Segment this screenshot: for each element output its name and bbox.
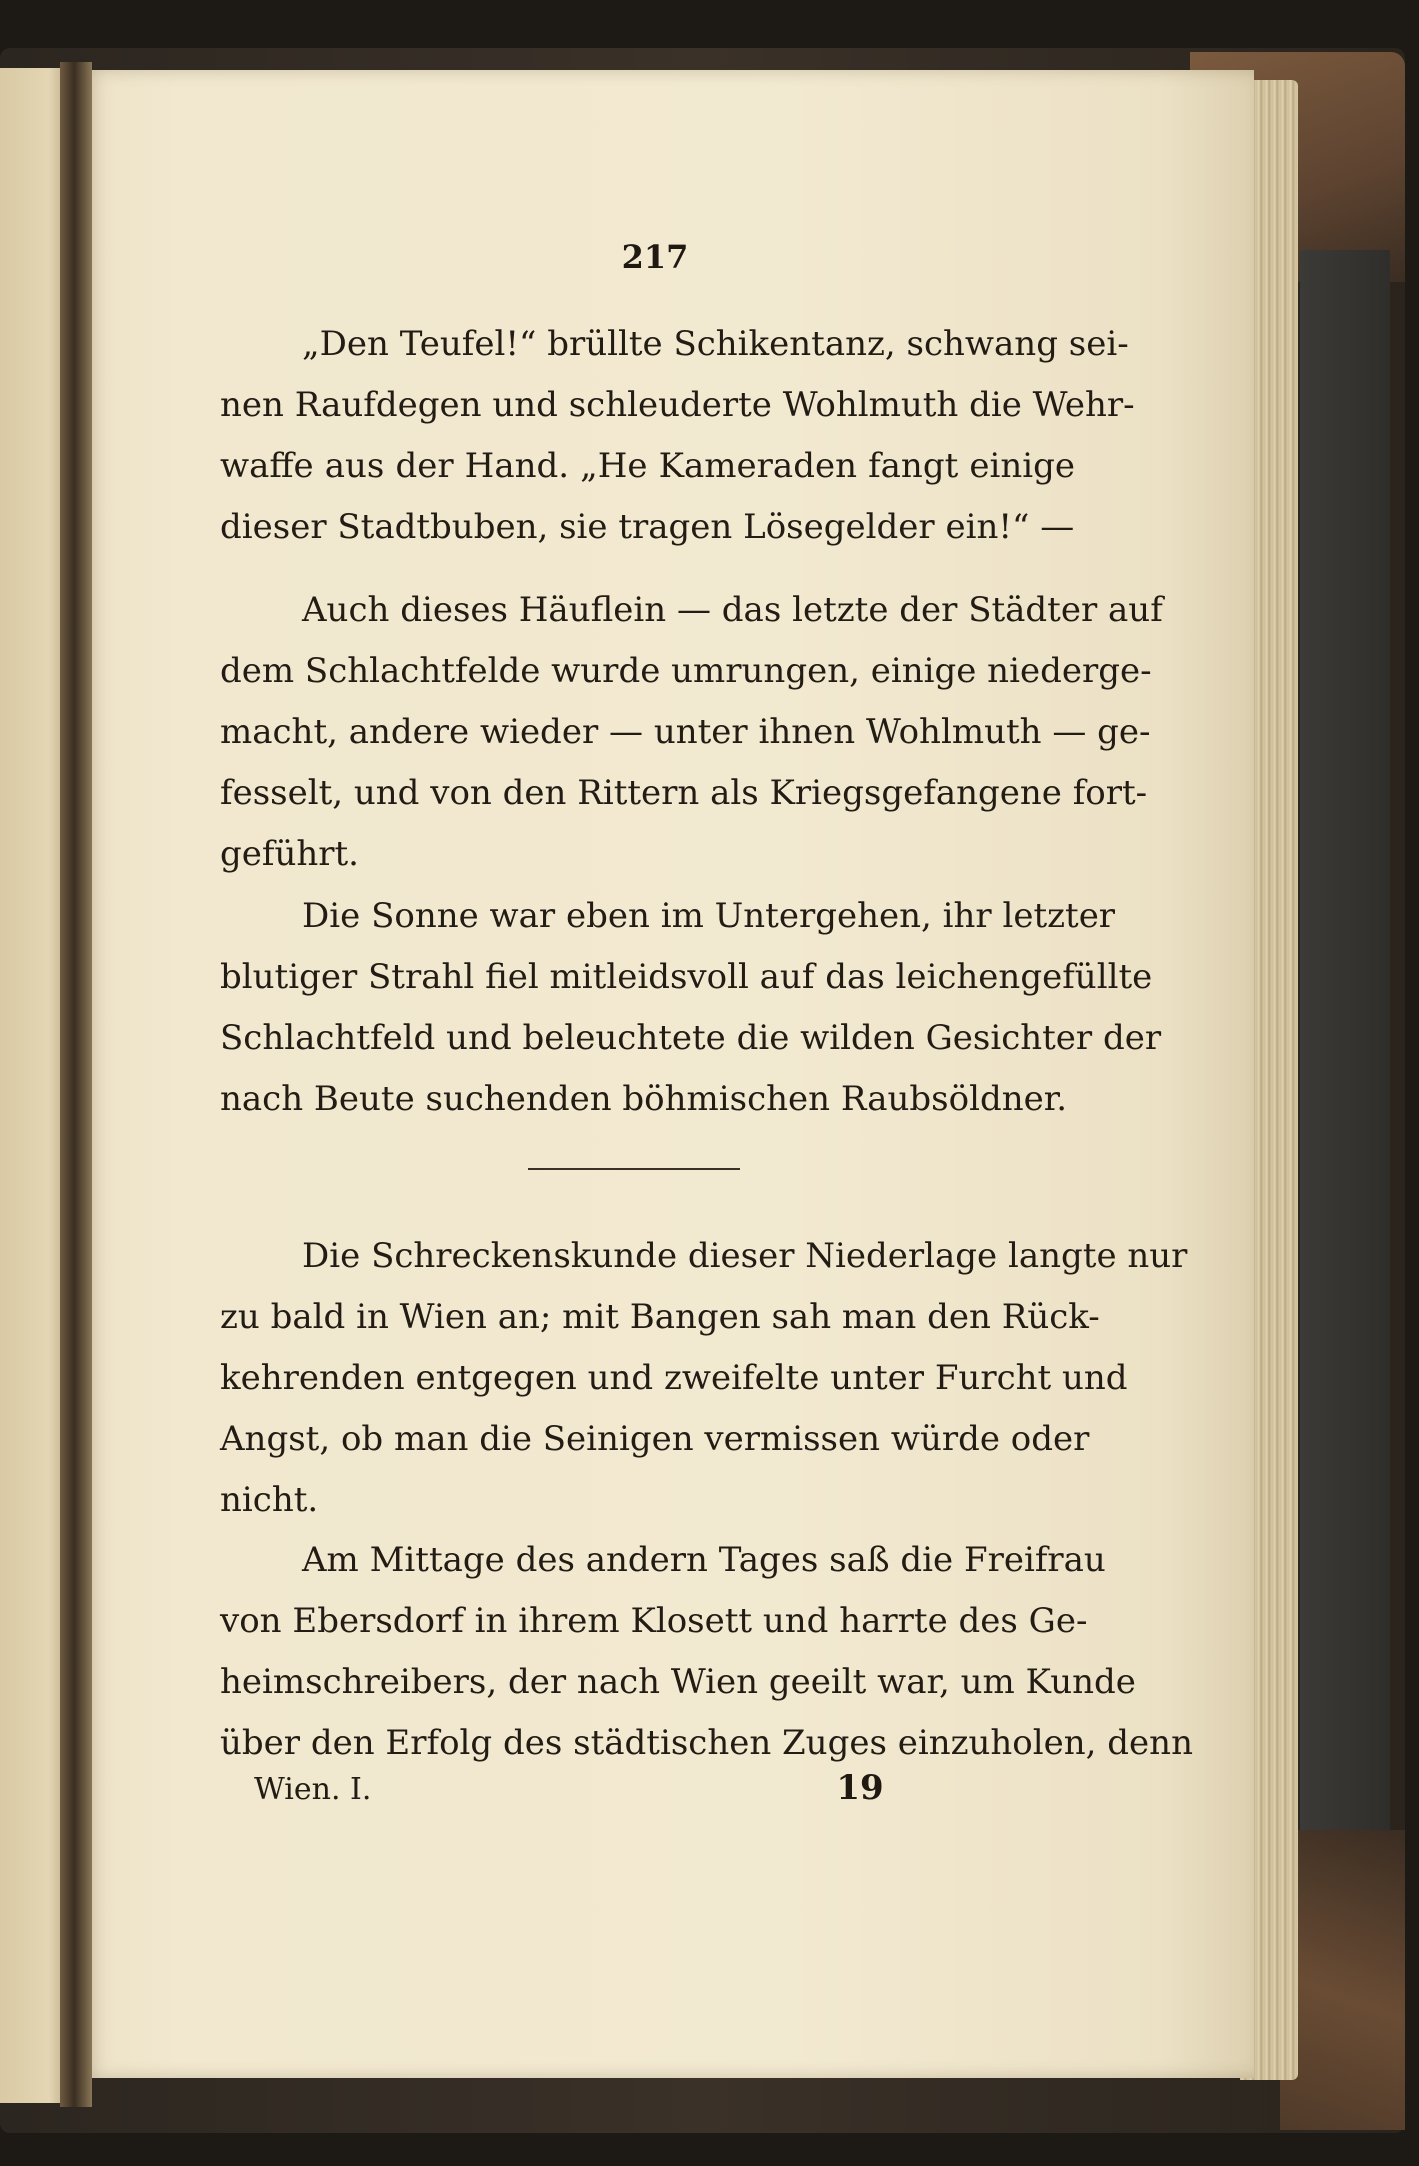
text-line: geführt.: [220, 834, 359, 874]
text-line: heimschreibers, der nach Wien geeilt war, um Kunde: [220, 1662, 1136, 1702]
paragraph-5: [220, 1530, 1193, 1774]
text-line: Die Sonne war eben im Untergehen, ihr letzter: [302, 896, 1116, 936]
signature-mark: Wien. I.: [254, 1772, 372, 1807]
page-number: 217: [621, 238, 689, 276]
text-line: über den Erfolg des städtischen Zuges einzuholen, denn: [220, 1723, 1193, 1763]
text-line: zu bald in Wien an; mit Bangen sah man den Rück-: [220, 1297, 1100, 1337]
paragraph-2: [220, 580, 1163, 885]
text-line: macht, andere wieder — unter ihnen Wohlmuth — ge-: [220, 712, 1151, 752]
text-line: nach Beute suchenden böhmischen Raubsöldner.: [220, 1079, 1068, 1119]
cover-edge: [1300, 250, 1390, 1850]
text-line: dem Schlachtfelde wurde umrungen, einige niederge-: [220, 651, 1152, 691]
text-line: nen Raufdegen und schleuderte Wohlmuth die Wehr-: [220, 385, 1135, 425]
text-line: dieser Stadtbuben, sie tragen Lösegelder ein!“ —: [220, 507, 1075, 547]
book-gutter: [60, 62, 92, 2107]
text-line: Die Schreckenskunde dieser Niederlage langte nur: [302, 1236, 1188, 1276]
text-line: Angst, ob man die Seinigen vermissen würde oder: [220, 1419, 1090, 1459]
paragraph-3: [220, 886, 1162, 1130]
text-line: waffe aus der Hand. „He Kameraden fangt einige: [220, 446, 1075, 486]
paragraph-4: [220, 1226, 1188, 1531]
text-line: kehrenden entgegen und zweifelte unter Furcht und: [220, 1358, 1128, 1398]
paragraph-1: [220, 314, 1135, 558]
text-line: blutiger Strahl fiel mitleidsvoll auf das leichengefüllte: [220, 957, 1153, 997]
text-line: Am Mittage des andern Tages saß die Freifrau: [302, 1540, 1106, 1580]
text-line: fesselt, und von den Rittern als Kriegsgefangene fort-: [220, 773, 1148, 813]
cover-leather-corner-bottom: [1280, 1830, 1405, 2130]
text-line: von Ebersdorf in ihrem Klosett und harrte des Ge-: [220, 1601, 1088, 1641]
text-line: „Den Teufel!“ brüllte Schikentanz, schwang sei-: [302, 324, 1129, 364]
text-line: Auch dieses Häuflein — das letzte der Städter auf: [302, 590, 1163, 630]
sheet-number: 19: [836, 1768, 884, 1808]
text-line: Schlachtfeld und beleuchtete die wilden Gesichter der: [220, 1018, 1162, 1058]
section-divider: [528, 1168, 740, 1170]
text-line: nicht.: [220, 1480, 319, 1520]
